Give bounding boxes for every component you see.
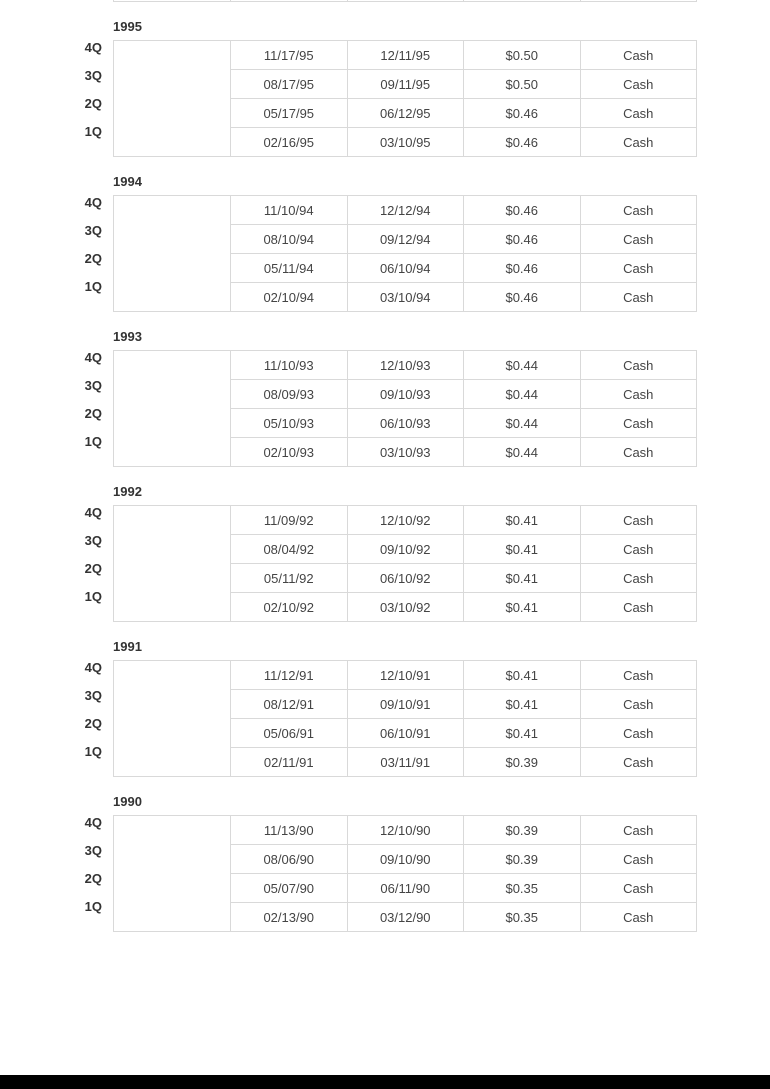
declared-cell: 02/10/92 [231,593,348,622]
payable-cell: 03/12/90 [347,903,464,932]
dividend-table [113,505,697,622]
year-block [0,175,770,330]
declared-cell: 08/12/91 [231,690,348,719]
type-cell: Cash [580,845,697,874]
declared-cell: 05/10/93 [231,409,348,438]
payable-cell [347,0,464,2]
payable-cell: 12/10/92 [347,506,464,535]
type-cell: Cash [580,128,697,157]
quarter-label: 1Q [84,899,102,914]
amount-cell: $0.44 [464,438,581,467]
quarter-label: 1Q [84,279,102,294]
quarter-label: 3Q [84,68,102,83]
type-cell: Cash [580,99,697,128]
type-cell: Cash [580,593,697,622]
amount-cell: $0.35 [464,874,581,903]
declared-cell: 02/10/93 [231,438,348,467]
type-cell: Cash [580,225,697,254]
quarter-label: 2Q [84,96,102,111]
payable-cell: 09/10/92 [347,535,464,564]
declared-cell: 02/10/94 [231,283,348,312]
quarter-label: 4Q [84,350,102,365]
declared-cell: 08/17/95 [231,70,348,99]
year-label: 1990 [113,794,142,809]
quarter-label: 3Q [84,223,102,238]
amount-cell: $0.41 [464,564,581,593]
dividend-table [113,195,697,312]
type-cell: Cash [580,690,697,719]
payable-cell: 09/12/94 [347,225,464,254]
declared-cell [231,0,348,2]
year-label: 1991 [113,639,142,654]
declared-cell: 08/09/93 [231,380,348,409]
payable-cell: 09/10/93 [347,380,464,409]
amount-cell: $0.46 [464,128,581,157]
table-row [114,506,697,535]
payable-cell: 12/10/90 [347,816,464,845]
amount-cell: $0.39 [464,845,581,874]
quarter-label: 1Q [84,744,102,759]
type-cell: Cash [580,816,697,845]
quarter-label: 4Q [84,40,102,55]
declared-cell: 11/13/90 [231,816,348,845]
declared-cell: 11/10/93 [231,351,348,380]
declared-cell: 11/09/92 [231,506,348,535]
year-block [0,640,770,795]
quarter-label: 4Q [84,195,102,210]
empty-cell [114,196,231,312]
quarter-label: 3Q [84,378,102,393]
declared-cell: 11/12/91 [231,661,348,690]
declared-cell: 08/06/90 [231,845,348,874]
dividend-table [113,350,697,467]
amount-cell: $0.39 [464,816,581,845]
dividend-table [113,660,697,777]
declared-cell: 08/04/92 [231,535,348,564]
declared-cell: 05/17/95 [231,99,348,128]
type-cell: Cash [580,254,697,283]
declared-cell: 02/16/95 [231,128,348,157]
amount-cell: $0.41 [464,661,581,690]
payable-cell: 03/10/95 [347,128,464,157]
declared-cell: 05/11/92 [231,564,348,593]
declared-cell: 02/13/90 [231,903,348,932]
payable-cell: 03/10/92 [347,593,464,622]
year-block [0,330,770,485]
amount-cell: $0.46 [464,225,581,254]
payable-cell: 12/10/93 [347,351,464,380]
declared-cell: 05/06/91 [231,719,348,748]
type-cell: Cash [580,719,697,748]
amount-cell: $0.46 [464,283,581,312]
amount-cell: $0.41 [464,719,581,748]
type-cell: Cash [580,41,697,70]
payable-cell: 06/10/92 [347,564,464,593]
empty-cell [114,0,231,2]
type-cell: Cash [580,351,697,380]
table-row [114,661,697,690]
empty-cell [114,661,231,777]
quarter-label: 1Q [84,124,102,139]
amount-cell: $0.41 [464,535,581,564]
payable-cell: 09/10/91 [347,690,464,719]
declared-cell: 05/07/90 [231,874,348,903]
year-block [0,795,770,950]
amount-cell: $0.44 [464,380,581,409]
payable-cell: 12/10/91 [347,661,464,690]
empty-cell [114,816,231,932]
year-block [0,20,770,175]
amount-cell: $0.50 [464,70,581,99]
year-block [0,0,770,20]
quarter-label: 2Q [84,716,102,731]
table-row [114,41,697,70]
payable-cell: 03/10/94 [347,283,464,312]
declared-cell: 02/11/91 [231,748,348,777]
type-cell: Cash [580,748,697,777]
type-cell [580,0,697,2]
payable-cell: 09/11/95 [347,70,464,99]
payable-cell: 09/10/90 [347,845,464,874]
declared-cell: 11/10/94 [231,196,348,225]
quarter-label: 4Q [84,660,102,675]
quarter-label: 2Q [84,561,102,576]
dividend-table [113,0,697,2]
amount-cell: $0.41 [464,506,581,535]
empty-cell [114,506,231,622]
amount-cell: $0.50 [464,41,581,70]
quarter-label: 2Q [84,406,102,421]
declared-cell: 08/10/94 [231,225,348,254]
amount-cell: $0.46 [464,196,581,225]
amount-cell: $0.46 [464,99,581,128]
empty-cell [114,351,231,467]
type-cell: Cash [580,70,697,99]
payable-cell: 06/11/90 [347,874,464,903]
payable-cell: 06/12/95 [347,99,464,128]
type-cell: Cash [580,409,697,438]
type-cell: Cash [580,874,697,903]
payable-cell: 03/10/93 [347,438,464,467]
year-label: 1994 [113,174,142,189]
payable-cell: 12/11/95 [347,41,464,70]
type-cell: Cash [580,564,697,593]
declared-cell: 11/17/95 [231,41,348,70]
quarter-label: 4Q [84,505,102,520]
type-cell: Cash [580,283,697,312]
type-cell: Cash [580,438,697,467]
quarter-label: 3Q [84,843,102,858]
dividend-table [113,815,697,932]
year-label: 1995 [113,19,142,34]
quarter-label: 2Q [84,871,102,886]
declared-cell: 05/11/94 [231,254,348,283]
payable-cell: 06/10/93 [347,409,464,438]
amount-cell: $0.35 [464,903,581,932]
quarter-label: 1Q [84,434,102,449]
type-cell: Cash [580,535,697,564]
quarter-label: 3Q [84,688,102,703]
table-row [114,816,697,845]
year-label: 1993 [113,329,142,344]
year-block [0,485,770,640]
payable-cell: 06/10/91 [347,719,464,748]
amount-cell: $0.41 [464,593,581,622]
empty-cell [114,41,231,157]
amount-cell: $0.46 [464,254,581,283]
amount-cell: $0.44 [464,409,581,438]
quarter-label: 2Q [84,251,102,266]
payable-cell: 12/12/94 [347,196,464,225]
type-cell: Cash [580,661,697,690]
amount-cell: $0.39 [464,748,581,777]
quarter-label: 1Q [84,589,102,604]
type-cell: Cash [580,506,697,535]
year-label: 1992 [113,484,142,499]
quarter-label: 3Q [84,533,102,548]
amount-cell: $0.41 [464,690,581,719]
type-cell: Cash [580,196,697,225]
footer-bar [0,1075,770,1089]
payable-cell: 06/10/94 [347,254,464,283]
amount-cell: $0.44 [464,351,581,380]
table-row [114,351,697,380]
quarter-label: 4Q [84,815,102,830]
amount-cell [464,0,581,2]
type-cell: Cash [580,903,697,932]
payable-cell: 03/11/91 [347,748,464,777]
type-cell: Cash [580,380,697,409]
table-row [114,196,697,225]
dividend-table [113,40,697,157]
